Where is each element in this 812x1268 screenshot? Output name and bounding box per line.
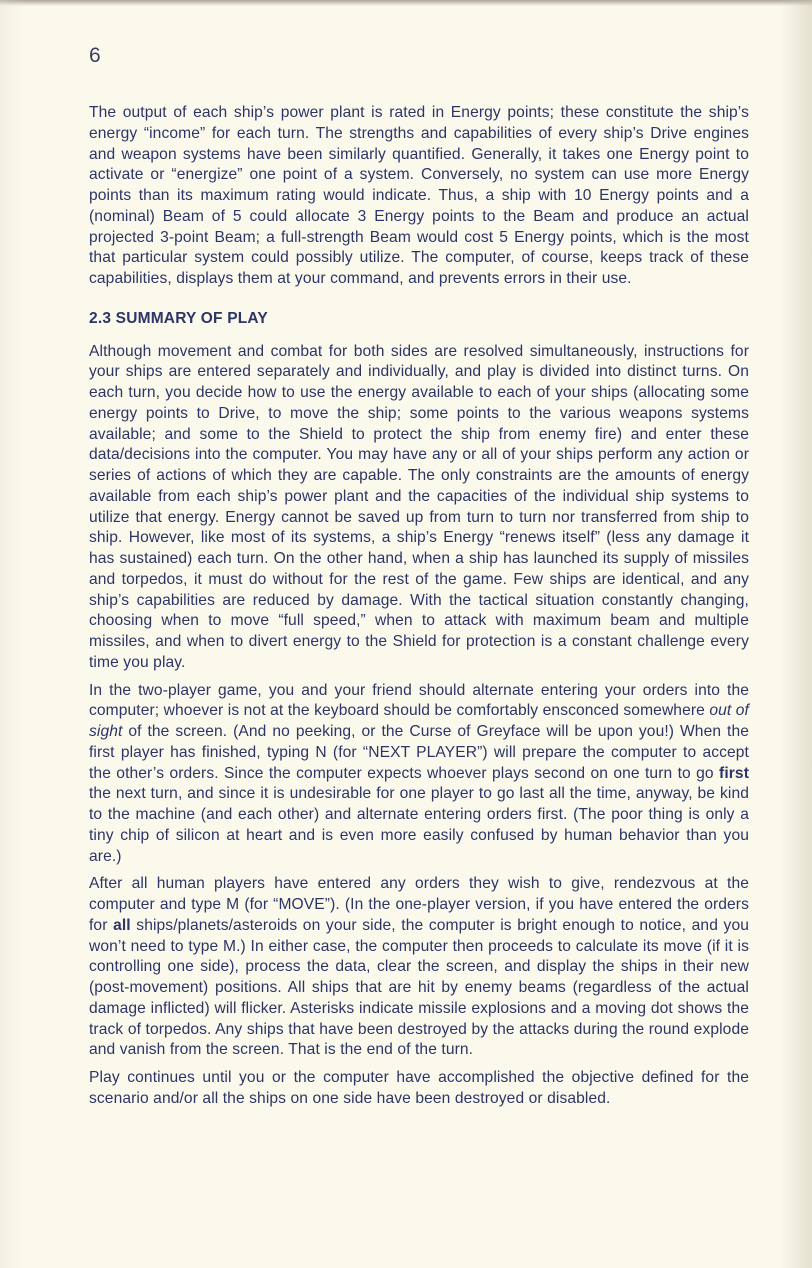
section-heading: 2.3 SUMMARY OF PLAY xyxy=(89,309,268,327)
summary-paragraph-4: Play continues until you or the computer have accomplished the objective defined for the scenario and/or all the ships on one side have been destroyed or disabled. xyxy=(89,1069,749,1107)
summary-paragraph-2 xyxy=(89,681,749,868)
intro-paragraph: The output of each ship’s power plant is rated in Energy points; these constitute the ship’s energy “income” for each turn. The strengths and capabilities of every ship’s Drive engines and weapon systems have been similarly quantified. Generally, it takes one Energy point to activate or “energize” one point of a system. Conversely, no system can use more Energy points than its maximum rating would indicate. Thus, a ship with 10 Energy points and a (nominal) Beam of 5 could allocate 3 Energy points to the Beam and produce an actual projected 3-point Beam; a full-strength Beam would cost 5 Energy points, which is the most that particular system could possibly utilize. The computer, of course, keeps track of these capabilities, displays them at your command, and prevents errors in their use. xyxy=(89,104,749,287)
paragraph-2-italic: out of sight xyxy=(89,702,749,740)
paragraph-3-bold: all xyxy=(113,916,131,934)
summary-paragraph-1: Although movement and combat for both sides are resolved simultaneously, instructions for your ships are entered separately and individually, and play is divided into distinct turns. On each turn, you decide how to use the energy available to each of your ships (allocating some energy points to Drive, to move the ship; some points to the various weapons systems available; and some to the Shield to protect the ship from enemy fire) and enter these data/decisions into the computer. You may have any or all of your ships perform any action or series of actions of which they are capable. The only constraints are the amounts of energy available from each ship’s power plant and the capacities of the individual ship systems to utilize that energy. Energy cannot be saved up from turn to turn nor transferred from ship to ship. However, like most of its systems, a ship’s Energy “renews itself” (less any damage it has sustained) each turn. On the other hand, when a ship has launched its supply of missiles and torpedos, it must do without for the rest of the game. Few ships are identical, and any ship’s capabilities are reduced by damage. With the tactical situation constantly changing, choosing when to move “full speed,” when to attack with maximum beam and multiple missiles, and when to divert energy to the Shield for protection is a constant challenge every time you play. xyxy=(89,342,749,671)
summary-paragraph-3 xyxy=(89,874,749,1061)
paragraph-3-text-1: After all human players have entered any orders they wish to give, rendezvous at the computer and type M (for “MOVE”). (In the one-player version, if you have entered the orders for xyxy=(89,875,749,934)
paragraph-3-text-2: ships/planets/asteroids on your side, the computer is bright enough to notice, and you won’t need to type M.) In either case, the computer then proceeds to calculate its move (if it is controlling one side), process the data, clear the screen, and display the ships in their new (post-movement) positions. All ships that are hit by enemy beams (regardless of the actual damage inflicted) will flicker. Asterisks indicate missile explosions and a moving dot shows the track of torpedos. Any ships that have been destroyed by the attacks during the round explode and vanish from the screen. That is the end of the turn. xyxy=(89,916,749,1059)
paragraph-2-bold: first xyxy=(719,764,749,782)
page-number: 6 xyxy=(89,44,101,67)
page-body xyxy=(89,103,749,1110)
paragraph-2-text-1: In the two-player game, you and your friend should alternate entering your orders into the computer; whoever is not at the keyboard should be comfortably ensconced somewhere xyxy=(89,681,749,720)
paragraph-2-text-3: the next turn, and since it is undesirable for one player to go last all the time, anyway, be kind to the machine (and each other) and alternate entering orders first. (The poor thing is only a tiny chip of silicon at heart and is even more easily confused by human behavior than you are.) xyxy=(89,785,749,865)
paragraph-2-text-2: of the screen. (And no peeking, or the Curse of Greyface will be upon you!) When the first player has finished, typing N (for “NEXT PLAYER”) will prepare the computer to accept the other’s orders. Since the computer expects whoever plays second on one turn to go xyxy=(89,723,749,782)
